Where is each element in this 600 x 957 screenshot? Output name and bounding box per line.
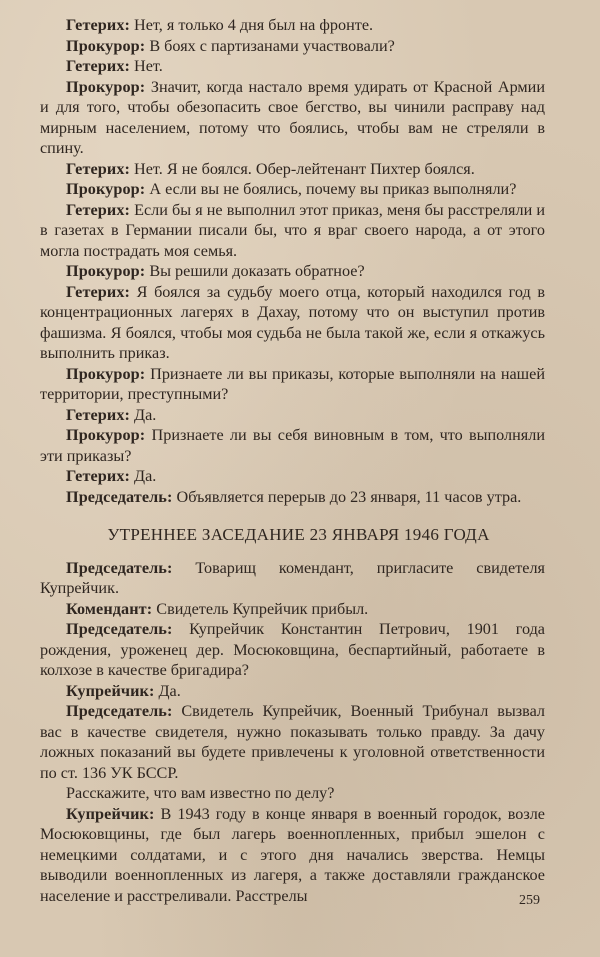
dialogue-paragraph — [40, 36, 545, 57]
document-page — [40, 15, 545, 906]
speaker-label: Председатель: — [66, 702, 173, 720]
speaker-label: Гетерих: — [66, 16, 130, 34]
utterance-text: Расскажите, что вам известно по делу? — [66, 784, 335, 802]
dialogue-paragraph — [40, 425, 545, 466]
section-heading: УТРЕННЕЕ ЗАСЕДАНИЕ 23 ЯНВАРЯ 1946 ГОДА — [107, 525, 490, 544]
dialogue-paragraph — [40, 282, 545, 364]
utterance-text: Значит, когда настало время удирать от Красной Армии и для того, чтобы обезопасить свое бегство, вы чинили расправу над мирным населением, потому что боялись, чтобы вам не стреляли в спину. — [40, 77, 545, 157]
utterance-text: В 1943 году в конце января в военный городок, возле Мосюковщины, где был лагерь военнопленных, прибыл эшелон с немецкими солдатами, и с этого дня начались зверства. Немцы выводили военнопленных из лагеря, а также доставляли гражданское население и расстреливали. Расстрелы — [40, 804, 545, 905]
utterance-text: Нет, я только 4 дня был на фронте. — [130, 16, 374, 34]
dialogue-paragraph — [40, 261, 545, 282]
dialogue-before-break — [40, 15, 545, 507]
utterance-text: Товарищ комендант, пригласите свидетеля Купрейчик. — [40, 558, 545, 597]
dialogue-paragraph — [40, 487, 545, 508]
dialogue-paragraph — [40, 405, 545, 426]
dialogue-paragraph — [40, 56, 545, 77]
utterance-text: Да. — [130, 467, 157, 485]
utterance-text: Нет. Я не боялся. Обер-лейтенант Пихтер боялся. — [130, 159, 475, 178]
utterance-text: Признаете ли вы себя виновным в том, что выполняли эти приказы? — [40, 426, 545, 465]
dialogue-paragraph — [40, 15, 545, 36]
utterance-text: Свидетель Купрейчик прибыл. — [152, 599, 369, 618]
utterance-text: В боях с партизанами участвовали? — [145, 36, 395, 55]
speaker-label: Председатель: — [66, 620, 173, 638]
speaker-label: Гетерих: — [66, 405, 130, 424]
speaker-label: Гетерих: — [66, 159, 130, 178]
page-number: 259 — [519, 893, 540, 908]
dialogue-paragraph — [40, 619, 545, 681]
dialogue-paragraph — [40, 558, 545, 599]
utterance-text: Если бы я не выполнил этот приказ, меня бы расстреляли и в газетах в Германии писали бы, что я враг своего народа, а от этого могла пострадать моя семья. — [40, 200, 545, 260]
speaker-label: Председатель: — [66, 558, 173, 577]
speaker-label: Гетерих: — [66, 467, 130, 485]
speaker-label: Комендант: — [66, 599, 153, 618]
dialogue-paragraph — [40, 364, 545, 405]
utterance-text: Вы решили доказать обратное? — [145, 262, 365, 280]
speaker-label: Гетерих: — [66, 282, 130, 301]
dialogue-after-break — [40, 558, 545, 907]
utterance-text: Свидетель Купрейчик, Военный Трибунал вызвал вас в качестве свидетеля, нужно показывать только правду. За дачу ложных показаний вы будете привлечены к уголовной ответственности по ст. 136 УК БССР. — [40, 702, 545, 782]
utterance-text: Я боялся за судьбу моего отца, который находился год в концентрационных лагерях в Дахау, потому что он выступил против фашизма. Я боялся, чтобы моя судьба не была такой же, если я откажусь выполнить приказ. — [40, 282, 545, 362]
dialogue-paragraph — [40, 466, 545, 487]
utterance-text: Купрейчик Константин Петрович, 1901 года рождения, уроженец дер. Мосюковщина, беспартийный, работаете в колхозе в качестве бригадира? — [40, 620, 545, 679]
utterance-text: Нет. — [130, 57, 163, 75]
utterance-text: Объявляется перерыв до 23 января, 11 часов утра. — [172, 487, 522, 506]
dialogue-paragraph — [40, 159, 545, 180]
utterance-text: А если вы не боялись, почему вы приказ выполняли? — [145, 180, 517, 198]
narrative-paragraph — [40, 783, 545, 804]
speaker-label: Прокурор: — [66, 364, 146, 383]
speaker-label: Купрейчик: — [66, 681, 155, 700]
dialogue-paragraph — [40, 681, 545, 702]
speaker-label: Прокурор: — [66, 36, 146, 55]
utterance-text: Да. — [130, 405, 157, 424]
dialogue-paragraph — [40, 200, 545, 262]
speaker-label: Прокурор: — [66, 262, 146, 280]
utterance-text: Да. — [154, 681, 181, 700]
dialogue-paragraph — [40, 179, 545, 200]
dialogue-paragraph — [40, 77, 545, 159]
dialogue-paragraph — [40, 599, 545, 620]
speaker-label: Прокурор: — [66, 426, 146, 444]
speaker-label: Гетерих: — [66, 200, 130, 219]
speaker-label: Гетерих: — [66, 57, 130, 75]
utterance-text: Признаете ли вы приказы, которые выполняли на нашей территории, преступными? — [40, 364, 545, 403]
speaker-label: Председатель: — [66, 487, 173, 506]
speaker-label: Прокурор: — [66, 77, 146, 96]
speaker-label: Купрейчик: — [66, 804, 155, 823]
dialogue-paragraph — [40, 701, 545, 783]
speaker-label: Прокурор: — [66, 180, 146, 198]
dialogue-paragraph — [40, 804, 545, 907]
